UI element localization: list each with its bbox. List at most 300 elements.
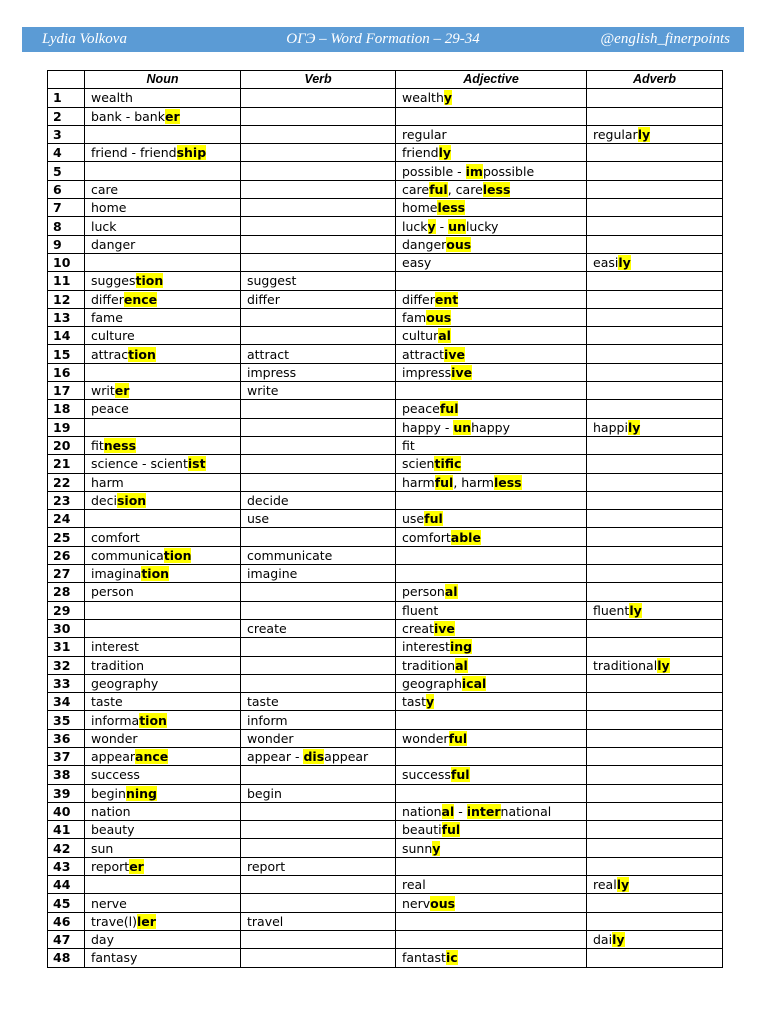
table-row	[48, 180, 723, 198]
noun-cell	[85, 235, 241, 253]
highlighted-affix: ical	[461, 675, 487, 691]
verb-cell	[241, 253, 396, 271]
table-row	[48, 473, 723, 491]
word-text: regular	[593, 127, 638, 143]
word-formation-table	[47, 70, 723, 968]
table-header-row	[48, 71, 723, 89]
word-text: fame	[91, 310, 123, 325]
noun-cell	[85, 528, 241, 546]
word-text: beauti	[402, 822, 442, 838]
highlighted-affix: ive	[451, 364, 473, 380]
adverb-cell	[587, 839, 723, 857]
adverb-cell	[587, 327, 723, 345]
verb-cell	[241, 894, 396, 912]
word-text: success	[402, 767, 451, 783]
word-text: beauty	[91, 822, 135, 838]
highlighted-affix: tific	[434, 456, 462, 472]
adverb-cell	[587, 821, 723, 839]
adverb-cell	[587, 949, 723, 967]
table-row	[48, 784, 723, 802]
word-text: creat	[402, 621, 434, 637]
verb-cell	[241, 491, 396, 509]
adjective-cell	[396, 894, 587, 912]
adverb-cell	[587, 619, 723, 637]
word-text: appear -	[247, 749, 304, 765]
row-number: 44	[48, 876, 85, 894]
row-number: 12	[48, 290, 85, 308]
adverb-cell	[587, 729, 723, 747]
adjective-cell	[396, 857, 587, 875]
highlighted-affix: y	[427, 218, 436, 234]
verb-cell	[241, 455, 396, 473]
word-text: care	[91, 181, 119, 197]
noun-cell	[85, 766, 241, 784]
word-text: use	[402, 511, 425, 527]
highlighted-affix: un	[448, 218, 466, 234]
noun-cell	[85, 272, 241, 290]
highlighted-affix: tion	[139, 712, 167, 728]
social-handle: @english_finerpoints	[600, 31, 730, 47]
word-text: comfort	[402, 529, 451, 545]
word-text: informa	[91, 712, 140, 728]
adjective-cell	[396, 912, 587, 930]
table-row	[48, 638, 723, 656]
row-number: 11	[48, 272, 85, 290]
word-text: wonder	[247, 730, 294, 746]
table-row	[48, 89, 723, 107]
word-text: luck	[91, 218, 117, 234]
word-text: wonder	[91, 730, 138, 746]
verb-cell	[241, 125, 396, 143]
verb-cell	[241, 638, 396, 656]
word-text: inform	[247, 712, 288, 728]
noun-cell	[85, 784, 241, 802]
adjective-cell	[396, 528, 587, 546]
verb-cell	[241, 601, 396, 619]
word-text: regular	[402, 127, 447, 143]
highlighted-affix: ous	[446, 236, 472, 252]
word-text: care	[402, 181, 430, 197]
noun-cell	[85, 693, 241, 711]
table-row	[48, 894, 723, 912]
noun-cell	[85, 949, 241, 967]
highlighted-affix: al	[444, 584, 458, 600]
word-text: imagina	[91, 566, 142, 582]
adjective-cell	[396, 839, 587, 857]
noun-cell	[85, 930, 241, 948]
table-row	[48, 674, 723, 692]
word-text: wonder	[402, 730, 449, 746]
verb-cell	[241, 766, 396, 784]
word-text: -	[435, 218, 449, 234]
adverb-cell	[587, 107, 723, 125]
word-text: differ	[91, 291, 124, 307]
noun-cell	[85, 821, 241, 839]
table-row	[48, 455, 723, 473]
adverb-cell	[587, 235, 723, 253]
adjective-cell	[396, 308, 587, 326]
word-text: writ	[91, 383, 115, 399]
highlighted-affix: ly	[637, 127, 651, 143]
adverb-cell	[587, 766, 723, 784]
word-text: impress	[247, 364, 297, 380]
word-text: easi	[593, 255, 619, 271]
noun-cell	[85, 656, 241, 674]
adjective-cell	[396, 235, 587, 253]
highlighted-affix: ly	[618, 255, 631, 271]
verb-cell	[241, 107, 396, 125]
adverb-cell	[587, 747, 723, 765]
word-text: fam	[402, 310, 427, 325]
word-text: culture	[91, 328, 135, 344]
row-number: 4	[48, 144, 85, 162]
highlighted-affix: ous	[430, 895, 456, 911]
table-row	[48, 546, 723, 564]
noun-cell	[85, 747, 241, 765]
word-text: fluent	[593, 602, 630, 618]
adverb-cell	[587, 930, 723, 948]
table-row	[48, 363, 723, 381]
row-number: 9	[48, 235, 85, 253]
row-number: 33	[48, 674, 85, 692]
adjective-cell	[396, 747, 587, 765]
word-text: fit	[91, 438, 104, 454]
highlighted-affix: y	[443, 90, 453, 106]
noun-cell	[85, 729, 241, 747]
noun-cell	[85, 546, 241, 564]
highlighted-affix: ive	[444, 346, 465, 362]
highlighted-affix: ance	[135, 749, 169, 765]
noun-cell	[85, 345, 241, 363]
word-text: harm	[402, 474, 435, 490]
noun-cell	[85, 583, 241, 601]
noun-cell	[85, 473, 241, 491]
row-number: 7	[48, 199, 85, 217]
row-number: 34	[48, 693, 85, 711]
noun-cell	[85, 638, 241, 656]
highlighted-affix: al	[455, 657, 468, 673]
word-text: interest	[91, 639, 139, 655]
highlighted-affix: y	[425, 694, 435, 710]
word-text: sunn	[402, 840, 433, 856]
noun-cell	[85, 180, 241, 198]
verb-cell	[241, 930, 396, 948]
adverb-cell	[587, 638, 723, 656]
adverb-cell	[587, 455, 723, 473]
row-number: 29	[48, 601, 85, 619]
table-row	[48, 107, 723, 125]
adjective-cell	[396, 125, 587, 143]
adverb-cell	[587, 583, 723, 601]
table-row	[48, 400, 723, 418]
verb-cell	[241, 199, 396, 217]
word-text: lucky	[465, 218, 499, 234]
adverb-cell	[587, 217, 723, 235]
noun-cell	[85, 290, 241, 308]
adjective-cell	[396, 510, 587, 528]
adjective-cell	[396, 565, 587, 583]
highlighted-affix: al	[438, 328, 451, 344]
adjective-cell	[396, 418, 587, 436]
table-row	[48, 821, 723, 839]
row-number: 27	[48, 565, 85, 583]
column-header-adjective: Adjective	[396, 71, 587, 89]
noun-cell	[85, 619, 241, 637]
word-text: real	[402, 877, 426, 893]
adverb-cell	[587, 125, 723, 143]
column-header-verb: Verb	[241, 71, 396, 89]
noun-cell	[85, 857, 241, 875]
table-row	[48, 345, 723, 363]
word-text: danger	[91, 236, 136, 252]
verb-cell	[241, 528, 396, 546]
highlighted-affix: ful	[450, 767, 470, 783]
verb-cell	[241, 949, 396, 967]
highlighted-affix: ly	[616, 877, 630, 893]
highlighted-affix: ence	[123, 291, 158, 307]
adjective-cell	[396, 144, 587, 162]
highlighted-affix: ning	[125, 785, 157, 801]
highlighted-affix: ic	[445, 950, 458, 966]
verb-cell	[241, 619, 396, 637]
adverb-cell	[587, 784, 723, 802]
word-text: science - scient	[91, 456, 188, 472]
highlighted-affix: al	[441, 804, 455, 820]
word-text: bank - bank	[91, 108, 165, 124]
highlighted-affix: ly	[629, 602, 642, 618]
row-number: 15	[48, 345, 85, 363]
word-text: home	[91, 200, 127, 216]
row-number: 20	[48, 436, 85, 454]
word-text: fantasy	[91, 950, 138, 966]
highlighted-affix: ist	[187, 456, 206, 472]
adjective-cell	[396, 930, 587, 948]
table-row	[48, 619, 723, 637]
row-number: 6	[48, 180, 85, 198]
adjective-cell	[396, 876, 587, 894]
row-number: 5	[48, 162, 85, 180]
noun-cell	[85, 199, 241, 217]
word-text: harm	[91, 474, 124, 490]
adjective-cell	[396, 766, 587, 784]
word-text: friend - friend	[91, 145, 177, 161]
verb-cell	[241, 436, 396, 454]
word-text: national	[500, 804, 552, 820]
adjective-cell	[396, 693, 587, 711]
adjective-cell	[396, 601, 587, 619]
verb-cell	[241, 656, 396, 674]
word-text: peace	[402, 401, 440, 417]
word-text: comfort	[91, 529, 140, 545]
verb-cell	[241, 674, 396, 692]
adverb-cell	[587, 876, 723, 894]
word-text: attrac	[91, 346, 129, 362]
noun-cell	[85, 253, 241, 271]
highlighted-affix: ful	[439, 401, 459, 417]
word-text: possible	[482, 163, 535, 179]
adjective-cell	[396, 382, 587, 400]
word-text: scien	[402, 456, 435, 472]
word-text: attract	[247, 346, 290, 362]
word-text: nerv	[402, 895, 431, 911]
highlighted-affix: ness	[103, 438, 137, 454]
verb-cell	[241, 747, 396, 765]
adjective-cell	[396, 619, 587, 637]
highlighted-affix: ful	[424, 511, 443, 527]
verb-cell	[241, 876, 396, 894]
table-row	[48, 656, 723, 674]
table-row	[48, 839, 723, 857]
word-text: attract	[402, 346, 445, 362]
highlighted-affix: inter	[466, 804, 501, 820]
table-row	[48, 583, 723, 601]
verb-cell	[241, 583, 396, 601]
adjective-cell	[396, 638, 587, 656]
table-row	[48, 565, 723, 583]
adverb-cell	[587, 473, 723, 491]
verb-cell	[241, 400, 396, 418]
row-number: 28	[48, 583, 85, 601]
word-text: write	[247, 383, 279, 399]
noun-cell	[85, 711, 241, 729]
row-number: 47	[48, 930, 85, 948]
row-number: 41	[48, 821, 85, 839]
row-number: 39	[48, 784, 85, 802]
adverb-cell	[587, 89, 723, 107]
word-text: sugges	[91, 273, 136, 289]
row-number: 19	[48, 418, 85, 436]
word-text: wealth	[91, 90, 133, 106]
table-row	[48, 949, 723, 967]
table-row	[48, 510, 723, 528]
verb-cell	[241, 327, 396, 345]
row-number: 13	[48, 308, 85, 326]
highlighted-affix: ful	[429, 181, 448, 197]
verb-cell	[241, 272, 396, 290]
word-text: friend	[402, 145, 439, 161]
row-number: 37	[48, 747, 85, 765]
table-row	[48, 199, 723, 217]
verb-cell	[241, 308, 396, 326]
adverb-cell	[587, 382, 723, 400]
header-bar	[22, 27, 744, 52]
highlighted-affix: ler	[137, 913, 156, 929]
noun-cell	[85, 125, 241, 143]
adverb-cell	[587, 857, 723, 875]
word-text: taste	[247, 694, 279, 710]
adjective-cell	[396, 162, 587, 180]
word-text: sun	[91, 840, 114, 856]
table-row	[48, 144, 723, 162]
verb-cell	[241, 912, 396, 930]
word-text: taste	[91, 694, 123, 710]
word-text: happi	[593, 419, 628, 435]
noun-cell	[85, 107, 241, 125]
adverb-cell	[587, 601, 723, 619]
noun-cell	[85, 382, 241, 400]
word-text: home	[402, 200, 438, 216]
word-text: nation	[91, 804, 131, 820]
table-body	[48, 89, 723, 967]
word-text: person	[402, 584, 445, 600]
verb-cell	[241, 784, 396, 802]
adjective-cell	[396, 729, 587, 747]
word-text: report	[247, 858, 286, 874]
word-text: communica	[91, 547, 164, 563]
table-row	[48, 693, 723, 711]
table-row	[48, 876, 723, 894]
verb-cell	[241, 235, 396, 253]
word-text: , harm	[453, 474, 494, 490]
author-name: Lydia Volkova	[42, 31, 127, 47]
highlighted-affix: ful	[441, 822, 461, 838]
verb-cell	[241, 162, 396, 180]
noun-cell	[85, 400, 241, 418]
adverb-cell	[587, 199, 723, 217]
verb-cell	[241, 802, 396, 820]
highlighted-affix: dis	[303, 749, 325, 765]
word-text: interest	[402, 639, 450, 655]
highlighted-affix: tion	[163, 547, 192, 563]
row-number: 35	[48, 711, 85, 729]
adjective-cell	[396, 363, 587, 381]
table-row	[48, 912, 723, 930]
noun-cell	[85, 162, 241, 180]
table-row	[48, 930, 723, 948]
verb-cell	[241, 363, 396, 381]
noun-cell	[85, 876, 241, 894]
word-text: luck	[402, 218, 428, 234]
verb-cell	[241, 821, 396, 839]
adjective-cell	[396, 674, 587, 692]
row-number: 23	[48, 491, 85, 509]
row-number: 22	[48, 473, 85, 491]
highlighted-affix: ent	[434, 291, 459, 307]
highlighted-affix: er	[164, 108, 180, 124]
word-text: possible -	[402, 163, 466, 179]
highlighted-affix: ly	[657, 657, 670, 673]
adjective-cell	[396, 272, 587, 290]
highlighted-affix: ly	[438, 145, 451, 161]
verb-cell	[241, 290, 396, 308]
document-title: ОГЭ – Word Formation – 29-34	[286, 31, 480, 47]
row-number: 16	[48, 363, 85, 381]
adverb-cell	[587, 656, 723, 674]
adverb-cell	[587, 912, 723, 930]
noun-cell	[85, 89, 241, 107]
verb-cell	[241, 180, 396, 198]
table-row	[48, 528, 723, 546]
word-text: report	[91, 858, 130, 874]
noun-cell	[85, 418, 241, 436]
noun-cell	[85, 839, 241, 857]
highlighted-affix: less	[437, 200, 466, 216]
word-text: imagine	[247, 566, 298, 582]
table-row	[48, 327, 723, 345]
highlighted-affix: er	[129, 858, 144, 874]
verb-cell	[241, 693, 396, 711]
adverb-cell	[587, 144, 723, 162]
adjective-cell	[396, 711, 587, 729]
table-row	[48, 601, 723, 619]
highlighted-affix: tion	[128, 346, 156, 362]
adjective-cell	[396, 400, 587, 418]
row-number: 3	[48, 125, 85, 143]
highlighted-affix: ly	[627, 419, 641, 435]
word-text: fit	[402, 438, 415, 454]
adjective-cell	[396, 107, 587, 125]
verb-cell	[241, 711, 396, 729]
